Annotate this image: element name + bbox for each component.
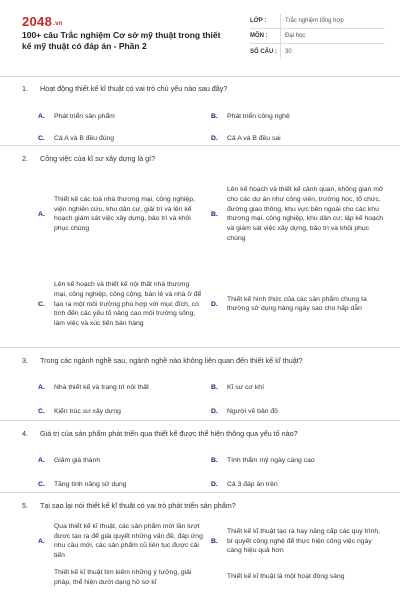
option-text: Thiết kế kĩ thuật tìm kiếm những ý tưởng, giải pháp, thể hiện dưới dạng hồ sơ kĩ [54, 569, 192, 586]
option-text: Thiết kế các toà nhà thương mại, công nghiệp, viện nghiên cứu, khu dân cư, giải trí và lên kế hoạch giám sát việc xây dựng, bảo trì và khôi phục chúng [54, 196, 195, 232]
question-number: 1. [22, 84, 28, 93]
option-letter: D. [211, 407, 218, 415]
option-text: Phát triển công nghệ [227, 112, 290, 120]
info-value: Đại học [280, 29, 385, 43]
question-text: Tại sao lại nói thiết kế kĩ thuật có vai trò phát triển sản phẩm? [40, 501, 236, 510]
answer-option[interactable] [211, 375, 384, 399]
option-text: Tính thẩm mỹ ngày càng cao [227, 456, 315, 464]
question-stem [0, 348, 400, 365]
option-text: Lên kế hoạch và thiết kế nội thất nhà thương mại, công nghiệp, công cộng, bán lẻ và nhà ở để tạo ra một môi trường phù hợp với mục đích, có tính đến các yếu tố nâng cao môi trường sống, làm việc và xúc tiến bán hàng [54, 281, 202, 327]
question-number: 5. [22, 501, 28, 510]
question-item [0, 421, 400, 493]
options-grid [0, 516, 400, 596]
option-text: Thiết kế kĩ thuật là một hoạt động sáng [227, 573, 345, 581]
info-label: LỚP : [250, 18, 267, 24]
answer-option[interactable] [38, 448, 211, 472]
info-row-subject [250, 29, 385, 44]
option-text: Cả A và B đều sai [227, 134, 281, 142]
option-letter: C. [38, 407, 45, 415]
logo-suffix: .vn [53, 21, 63, 27]
option-letter: A. [38, 210, 45, 218]
option-text: Cả A và B đều đúng [54, 134, 115, 142]
option-letter: C. [38, 480, 45, 488]
site-logo[interactable] [22, 14, 63, 29]
answer-option[interactable] [38, 105, 211, 127]
question-stem [0, 421, 400, 438]
option-text: Giảm giá thành [54, 456, 101, 464]
logo-text: 2048 [22, 14, 53, 29]
answer-option[interactable] [38, 516, 211, 566]
answer-option[interactable] [38, 169, 211, 259]
answer-option[interactable] [38, 399, 211, 423]
question-item [0, 493, 400, 600]
option-text: Người vẽ bản đồ [227, 407, 278, 415]
answer-option[interactable] [211, 259, 384, 349]
answer-option[interactable] [211, 169, 384, 259]
question-item [0, 146, 400, 348]
option-letter: A. [38, 456, 45, 464]
question-number: 3. [22, 356, 28, 365]
question-text: Hoạt động thiết kế kĩ thuật có vai trò chủ yếu nào sau đây? [40, 84, 228, 93]
option-letter: B. [211, 537, 218, 545]
option-letter: A. [38, 537, 45, 545]
question-text: Công việc của kĩ sư xây dựng là gì? [40, 154, 156, 163]
option-letter: D. [211, 300, 218, 308]
options-grid [0, 375, 400, 423]
question-stem [0, 493, 400, 510]
options-grid [0, 169, 400, 349]
option-text: Qua thiết kế kĩ thuật, các sản phẩm mới lần lượt được tạo ra để giải quyết những vấn đề, đáp ứng nhu cầu mới, các sản phẩm cũ liên tục được cải tiến [54, 523, 203, 559]
info-row-class [250, 14, 385, 29]
info-value: Trắc nghiệm tổng hợp [280, 14, 385, 28]
option-letter: D. [211, 480, 218, 488]
info-table [250, 14, 385, 59]
info-label: SỐ CÂU : [250, 48, 277, 55]
question-text: Trong các ngành nghề sau, ngành nghề nào không liên quan đến thiết kế kĩ thuật? [40, 356, 303, 365]
question-item [0, 76, 400, 146]
option-text: Phát triển sản phẩm [54, 112, 115, 120]
answer-option[interactable] [38, 375, 211, 399]
question-number: 2. [22, 154, 28, 163]
answer-option[interactable] [211, 448, 384, 472]
option-text: Kiến trúc sư xây dựng [54, 407, 121, 415]
option-text: Lên kế hoạch và thiết kế cảnh quan, không gian mở cho các dự án như công viên, trường học, tổ chức, đường giao thông, khu vực bên ngoài cho các khu thương mại, công nghiệp, khu dân cư; lập kế hoạch và giám sát việc xây dựng, bảo trì và khôi phục chúng [227, 186, 384, 242]
answer-option[interactable] [211, 516, 384, 566]
options-grid [0, 448, 400, 496]
info-value: 30 [280, 44, 385, 59]
option-text: Tăng tính năng sử dụng [54, 480, 127, 488]
option-letter: A. [38, 383, 45, 391]
option-text: Thiết kế hình thức của các sản phẩm chung ta thường sử dụng hàng ngày sao cho hấp dẫn [227, 295, 367, 313]
option-text: Thiết kế kĩ thuật tạo ra hay nâng cấp các quy trình, bí quyết công nghệ để thực hiện công việc ngày càng hiệu quả hơn [227, 527, 381, 555]
option-letter: C. [38, 134, 45, 142]
option-letter: B. [211, 456, 218, 464]
question-text: Giá trị của sản phẩm phát triển qua thiết kế được thể hiện thông qua yếu tố nào? [40, 429, 298, 438]
question-number: 4. [22, 429, 28, 438]
option-letter: B. [211, 210, 218, 218]
options-grid [0, 105, 400, 149]
info-label: MÔN : [250, 33, 268, 39]
question-stem [0, 76, 400, 93]
option-letter: B. [211, 112, 218, 120]
answer-option[interactable] [211, 566, 384, 596]
question-list [0, 76, 400, 600]
answer-option[interactable] [211, 105, 384, 127]
option-text: Cả 3 đáp án trên [227, 480, 278, 488]
option-letter: B. [211, 383, 218, 391]
question-item [0, 348, 400, 421]
question-stem [0, 146, 400, 163]
option-text: Nhà thiết kế và trang trí nội thất [54, 383, 149, 391]
option-text: Kĩ sư cơ khí [227, 383, 264, 391]
answer-option[interactable] [38, 259, 211, 349]
answer-option[interactable] [211, 399, 384, 423]
option-letter: A. [38, 112, 45, 120]
info-row-count [250, 44, 385, 59]
document-title: 100+ câu Trắc nghiệm Cơ sở mỹ thuật trong thiết kế mỹ thuật có đáp án - Phần 2 [22, 30, 221, 52]
document-header [0, 0, 400, 75]
option-letter: C. [38, 300, 45, 308]
option-letter: D. [211, 134, 218, 142]
answer-option[interactable] [38, 566, 211, 596]
